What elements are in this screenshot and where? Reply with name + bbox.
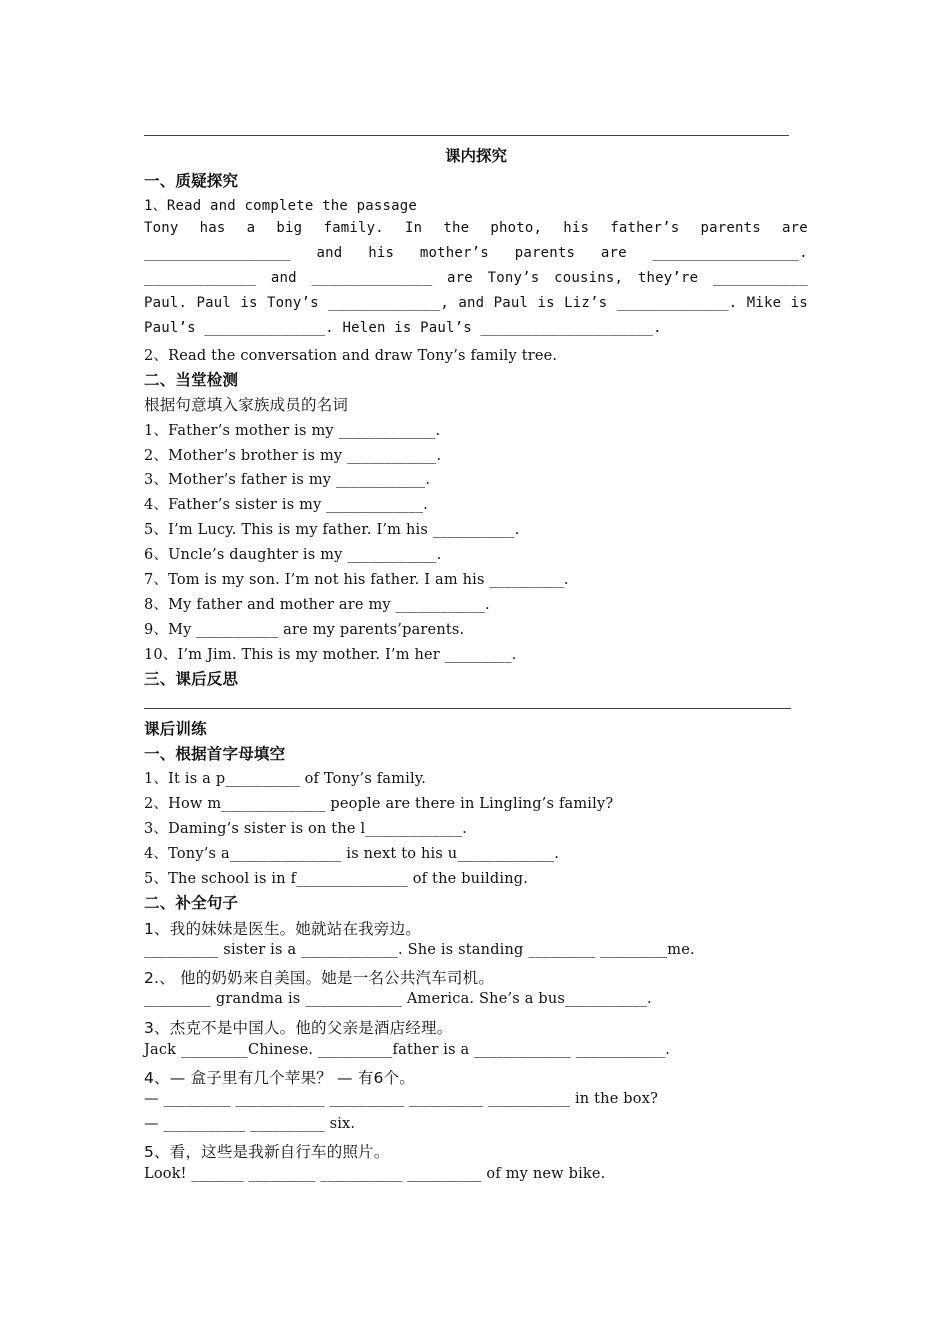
top-divider <box>144 135 789 136</box>
section-title-homework: 课后训练 <box>144 720 207 738</box>
list-item: 8、My father and mother are my ____________. <box>144 597 490 613</box>
sentence-prompt: 4、— 盒子里有几个苹果？ — 有6个。 <box>144 1069 416 1087</box>
instruction-fill-family: 根据句意填入家族成员的名词 <box>144 396 349 414</box>
sentence-prompt: 1、我的妹妹是医生。她就站在我旁边。 <box>144 920 421 938</box>
sentence-blank: Look! _______ _________ ___________ __________ of my new bike. <box>144 1166 606 1182</box>
list-item: 5、The school is in f_______________ of the building. <box>144 871 529 887</box>
sentence-blank: — ___________ __________ six. <box>144 1116 356 1132</box>
heading-reflection: 三、课后反思 <box>144 670 239 688</box>
passage-line-3: _____________ and ______________ are Tony’s cousins, they’re ___________ <box>144 270 808 286</box>
heading-in-class-check: 二、当堂检测 <box>144 371 239 389</box>
list-item: 4、Father’s sister is my _____________. <box>144 497 428 513</box>
passage-line-2: _________________ and his mother’s parents are _________________. <box>144 245 808 261</box>
heading-complete-sentences: 二、补全句子 <box>144 894 239 912</box>
passage-line-5: Paul’s ______________. Helen is Paul’s ____________________. <box>144 320 662 336</box>
task-read-complete: 1、Read and complete the passage <box>144 198 418 214</box>
list-item: 7、Tom is my son. I’m not his father. I am his __________. <box>144 572 569 588</box>
list-item: 5、I’m Lucy. This is my father. I’m his ___________. <box>144 522 520 538</box>
sentence-prompt: 3、杰克不是中国人。他的父亲是酒店经理。 <box>144 1019 453 1037</box>
heading-inquiry: 一、质疑探究 <box>144 172 239 190</box>
list-item: 2、How m______________ people are there in Lingling’s family? <box>144 796 614 812</box>
sentence-blank: __________ sister is a _____________. She is standing _________ _________me. <box>144 942 695 958</box>
list-item: 3、Mother’s father is my ____________. <box>144 472 431 488</box>
sentence-prompt: 2.、 他的奶奶来自美国。她是一名公共汽车司机。 <box>144 969 495 987</box>
list-item: 1、Father’s mother is my _____________. <box>144 423 441 439</box>
reflection-divider <box>144 708 791 709</box>
task-family-tree: 2、Read the conversation and draw Tony’s family tree. <box>144 348 558 364</box>
list-item: 2、Mother’s brother is my ____________. <box>144 448 442 464</box>
list-item: 9、My ___________ are my parents’parents. <box>144 622 465 638</box>
passage-line-4: Paul. Paul is Tony’s _____________, and Paul is Liz’s _____________. Mike is <box>144 295 808 311</box>
section-title-in-class: 课内探究 <box>444 147 507 165</box>
list-item: 6、Uncle’s daughter is my ____________. <box>144 547 442 563</box>
sentence-blank: — _________ ____________ __________ __________ ___________ in the box? <box>144 1091 659 1107</box>
heading-initial-letter: 一、根据首字母填空 <box>144 745 286 763</box>
list-item: 4、Tony’s a_______________ is next to his u_____________. <box>144 846 560 862</box>
list-item: 1、It is a p__________ of Tony’s family. <box>144 771 427 787</box>
sentence-blank: _________ grandma is _____________ America. She’s a bus___________. <box>144 991 652 1007</box>
sentence-prompt: 5、看，这些是我新自行车的照片。 <box>144 1143 390 1161</box>
list-item: 10、I’m Jim. This is my mother. I’m her _________. <box>144 647 517 663</box>
list-item: 3、Daming’s sister is on the l_____________. <box>144 821 467 837</box>
passage-line-1: Tony has a big family. In the photo, his father’s parents are <box>144 220 808 236</box>
sentence-blank: Jack _________Chinese. __________father is a _____________ ____________. <box>144 1042 671 1058</box>
